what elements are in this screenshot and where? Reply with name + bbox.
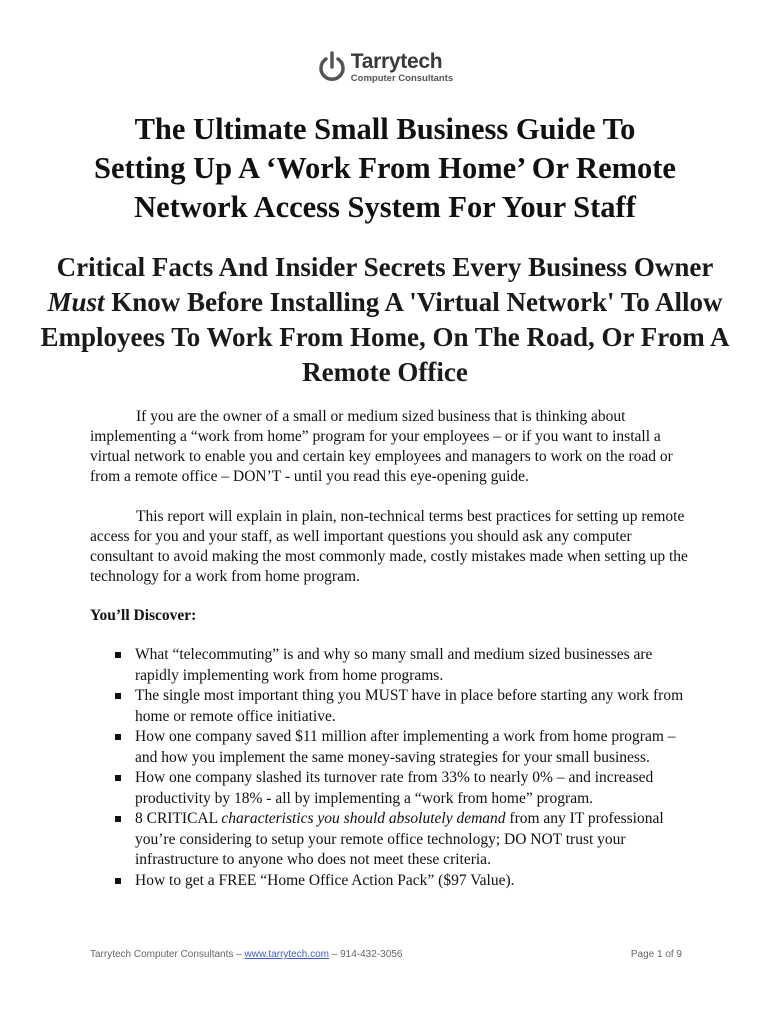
list-item <box>115 871 700 892</box>
bullet-icon <box>115 693 121 699</box>
logo-subtitle: Computer Consultants <box>350 72 454 84</box>
list-item <box>115 727 700 768</box>
list-item-text: from any IT professional you’re considering to setup your remote office technology; DO NOT trust your infrastructure to anyone who does not meet these criteria. <box>135 810 664 868</box>
subtitle-emphasis: Must <box>47 287 105 317</box>
title-line-3: Network Access System For Your Staff <box>134 190 636 224</box>
power-icon <box>317 50 347 84</box>
list-item-text: 8 CRITICAL <box>135 810 222 827</box>
document-title <box>40 110 730 227</box>
bullet-icon <box>115 878 121 884</box>
report-paragraph-text: This report will explain in plain, non-technical terms best practices for setting up remote access for you and your staff, as well important questions you should ask any computer consultant to avoid making the most commonly made, costly mistakes made when setting up the technology for a work from home program. <box>90 508 688 585</box>
logo-name: Tarrytech <box>350 49 443 73</box>
list-item-text: How one company saved $11 million after implementing a work from home program – and how you implement the same money-saving strategies for your small business. <box>135 728 676 766</box>
bullet-icon <box>115 734 121 740</box>
list-item-emphasis: characteristics you should absolutely demand <box>221 810 506 827</box>
footer-contact <box>90 949 402 960</box>
list-item <box>115 645 700 686</box>
intro-paragraph <box>90 407 695 487</box>
title-line-1: The Ultimate Small Business Guide To <box>134 112 636 146</box>
bullet-icon <box>115 652 121 658</box>
list-item <box>115 768 700 809</box>
footer-phone: – 914-432-3056 <box>328 949 403 960</box>
page-footer <box>90 949 682 960</box>
website-link[interactable]: www.tarrytech.com <box>244 949 329 960</box>
footer-company: Tarrytech Computer Consultants – <box>90 949 245 960</box>
document-subtitle <box>40 250 730 390</box>
discover-heading: You’ll Discover: <box>90 607 197 624</box>
list-item-text: How one company slashed its turnover rate from 33% to nearly 0% – and increased productivity by 18% - all by implementing a “work from home” program. <box>135 769 654 807</box>
logo <box>0 50 770 84</box>
page-number: Page 1 of 9 <box>630 949 682 960</box>
subtitle-part-2: Know Before Installing A 'Virtual Network' To Allow Employees To Work From Home, On The Road, Or From A Remote Office <box>40 287 730 387</box>
intro-paragraph-text: If you are the owner of a small or medium sized business that is thinking about implementing a “work from home” program for your employees – or if you want to install a virtual network to enable you and certain key employees and managers to work on the road or from a remote office – DON’T - until you read this eye-opening guide. <box>90 408 673 485</box>
list-item-text: What “telecommuting” is and why so many small and medium sized businesses are rapidly implementing work from home programs. <box>135 646 653 684</box>
list-item <box>115 686 700 727</box>
list-item-text: How to get a FREE “Home Office Action Pack” ($97 Value). <box>135 871 515 889</box>
bullet-icon <box>115 775 121 781</box>
list-item-text: The single most important thing you MUST have in place before starting any work from home or remote office initiative. <box>135 687 684 725</box>
discover-list <box>115 645 700 891</box>
subtitle-part-1: Critical Facts And Insider Secrets Every Business Owner <box>56 252 714 282</box>
bullet-icon <box>115 816 121 822</box>
report-paragraph <box>90 507 695 587</box>
list-item <box>115 809 700 871</box>
title-line-2: Setting Up A ‘Work From Home’ Or Remote <box>94 151 676 185</box>
